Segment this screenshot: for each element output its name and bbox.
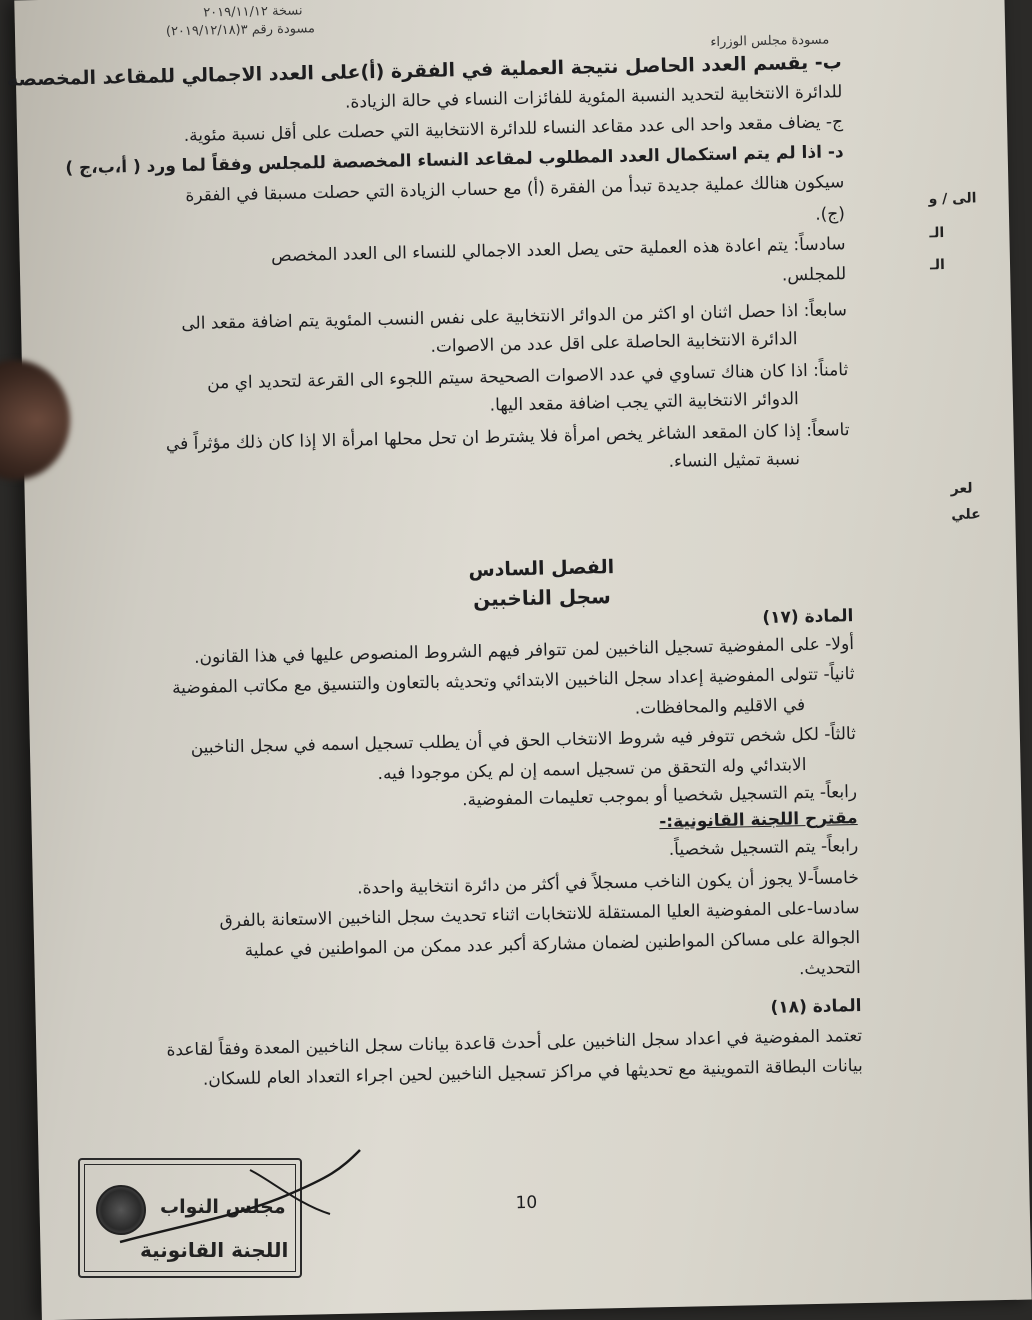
clause-d-end: (ج). [815,204,846,225]
item-seventh: سابعاً: اذا حصل اثنان او اكثر من الدوائر الانتخابية على نفس النسب المئوية يتم اضافة مقعد الى [181,300,848,335]
item-sixth-cont: للمجلس. [781,264,847,286]
clause-b-cont: للدائرة الانتخابية لتحديد النسبة المئوية للفائزات النساء في حالة الزيادة. [344,82,843,113]
copy-date-line: نسخة ٢٠١٩/١١/١٢ [203,3,303,21]
article-18-heading: المادة (١٨) [770,995,862,1018]
draft-number-line: مسودة رقم ٣(٢٠١٩/١٢/١٨) [165,21,316,40]
proposal-sixth-end: التحديث. [798,957,861,980]
clause-c: ج- يضاف مقعد واحد الى عدد مقاعد النساء للدائرة الانتخابية التي حصلت على أقل نسبة مئوية. [183,112,844,146]
article-17-third: ثالثاً- لكل شخص تتوفر فيه شروط الانتخاب الحق في أن يطلب تسجيل اسمه في سجل الناخبين [190,724,857,758]
article-17-fourth: رابعاً- يتم التسجيل شخصيا أو بموجب تعليمات المفوضية. [461,782,858,811]
clause-d: د- اذا لم يتم استكمال العدد المطلوب لمقاعد النساء المخصصة للمجلس وفقاً لما ورد ( أ،ب،ج ) [65,142,844,179]
clause-d-cont: سيكون هنالك عملية جديدة تبدأ من الفقرة (أ) مع حساب الزيادة التي حصلت مسبقا في الفقرة [185,172,845,206]
item-ninth-cont: نسبة تمثيل النساء. [668,449,801,472]
article-18-body: تعتمد المفوضية في اعداد سجل الناخبين على أحدث قاعدة بيانات سجل الناخبين المعدة وفقاً لقاعدة [166,1025,863,1061]
article-17-second: ثانياً- تتولى المفوضية إعداد سجل الناخبين الابتدائي وتحديثه بالتعاون والتنسيق مع مكاتب المفوضية [171,664,855,699]
proposal-sixth: سادسا-على المفوضية العليا المستقلة للانتخابات اثناء تحديث سجل الناخبين الاستعانة بالفرق [219,898,860,932]
item-seventh-cont: الدائرة الانتخابية الحاصلة على اقل عدد من الاصوات. [430,329,798,357]
item-eighth-cont: الدوائر الانتخابية التي يجب اضافة مقعد اليها. [489,389,800,416]
stamp-council-name: مجلس النواب [160,1196,286,1218]
proposal-sixth-cont: الجوالة على مساكن المواطنين لضمان مشاركة أكبر عدد ممكن من المواطنين في عملية [244,928,861,961]
item-eighth: ثامناً: اذا كان هناك تساوي في عدد الاصوات الصحيحة سيتم اللجوء الى القرعة لتحديد اي من [206,360,849,394]
adjacent-page-fragment: الى / و [928,190,977,208]
stamp-committee-name: اللجنة القانونية [140,1238,289,1262]
adjacent-page-fragment: لعر [950,480,973,498]
proposal-fifth: خامساً-لا يجوز أن يكون الناخب مسجلاً في أكثر من دائرة انتخابية واحدة. [356,868,860,899]
legal-committee-proposal: مقترح اللجنة القانونية:- [659,808,858,833]
article-17-first: أولا- على المفوضية تسجيل الناخبين لمن تتوافر فيهم الشروط المنصوص عليها في هذا القانون. [193,634,855,668]
proposal-fourth: رابعاً- يتم التسجيل شخصياً. [668,836,859,860]
clause-b: ب- يقسم العدد الحاصل نتيجة العملية في الفقرة (أ)على العدد الاجمالي للمقاعد المخصصة [6,51,842,91]
item-ninth: تاسعاً: إذا كان المقعد الشاغر يخص امرأة فلا يشترط ان تحل محلها امرأة الا إذا كان ذلك مؤثراً في [165,420,850,455]
item-sixth: سادساً: يتم اعادة هذه العملية حتى يصل العدد الاجمالي للنساء الى العدد المخصص [270,234,846,267]
council-draft-label: مسودة مجلس الوزراء [710,32,830,50]
adjacent-page-fragment: الـ [929,225,945,242]
article-17-third-cont: الابتدائي وله التحقق من تسجيل اسمه إن لم يكن موجودا فيه. [377,755,807,785]
page-number: 10 [515,1192,538,1214]
chapter-subtitle: سجل الناخبين [472,584,611,612]
article-17-second-cont: في الاقليم والمحافظات. [634,695,806,719]
adjacent-page-fragment: علي [951,506,981,523]
adjacent-page-fragment: الـ [929,257,946,274]
article-18-body-cont: بيانات البطاقة التموينية مع تحديثها في مراكز تسجيل الناخبين لحين اجراء التعداد العام للسكان. [202,1055,863,1090]
article-17-heading: المادة (١٧) [762,606,854,628]
chapter-title: الفصل السادس [468,556,615,582]
